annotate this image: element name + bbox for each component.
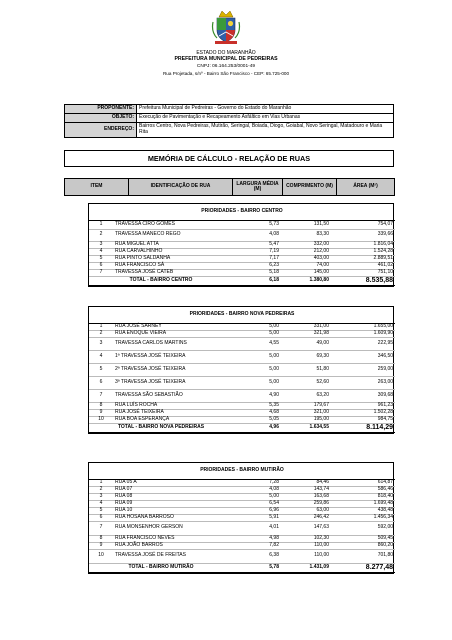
street-cell: 2ª TRAVESSA JOSÉ TEIXEIRA (113, 363, 233, 376)
table-row (89, 262, 395, 269)
area-cell: 1.655,00 (335, 323, 395, 330)
column-header-width: LARGURA MÉDIA (M) (233, 179, 283, 196)
area-cell: 984,75 (335, 416, 395, 423)
total-width: 5,78 (233, 563, 281, 572)
item-cell: 7 (89, 269, 113, 276)
item-cell: 9 (89, 542, 113, 549)
street-cell: RUA MIGUEL ATTA (113, 241, 233, 248)
area-cell: 592,00 (335, 521, 395, 535)
table-row (89, 535, 395, 542)
length-cell: 69,30 (281, 350, 335, 363)
length-cell: 195,00 (281, 416, 335, 423)
length-cell: 143,74 (281, 486, 335, 493)
section-title-row (89, 307, 395, 323)
length-cell: 332,00 (281, 241, 335, 248)
item-cell: 1 (89, 220, 113, 229)
total-width: 4,96 (233, 423, 281, 432)
document-title: MEMÓRIA DE CÁLCULO - RELAÇÃO DE RUAS (64, 150, 394, 167)
section-table (89, 463, 395, 573)
length-cell: 212,00 (281, 248, 335, 255)
area-cell: 339,66 (335, 229, 395, 241)
table-row (89, 514, 395, 521)
area-cell: 1.816,04 (335, 241, 395, 248)
table-row (89, 248, 395, 255)
total-area: 8.277,48 (335, 563, 395, 572)
section-title-row (89, 204, 395, 220)
item-cell: 10 (89, 416, 113, 423)
street-cell: TRAVESSA SÃO SEBASTIÃO (113, 389, 233, 402)
street-cell: RUA CARVALHINHO (113, 248, 233, 255)
total-label: TOTAL - BAIRRO MUTIRÃO (89, 563, 233, 572)
width-cell: 4,68 (233, 409, 281, 416)
street-cell: RUA 07 (113, 486, 233, 493)
length-cell: 63,20 (281, 389, 335, 402)
width-cell: 5,00 (233, 363, 281, 376)
total-length: 1.634,55 (281, 423, 335, 432)
table-row (89, 255, 395, 262)
table-row (89, 389, 395, 402)
length-cell: 321,00 (281, 409, 335, 416)
width-cell: 4,08 (233, 229, 281, 241)
item-cell: 6 (89, 376, 113, 389)
total-area: 8.114,29 (335, 423, 395, 432)
street-cell: RUA LUÍS ROCHA (113, 402, 233, 409)
street-cell: RUA 10 (113, 507, 233, 514)
street-cell: RUA PINTO SALDANHA (113, 255, 233, 262)
area-cell: 222,95 (335, 337, 395, 350)
width-cell: 5,00 (233, 323, 281, 330)
table-row (89, 542, 395, 549)
length-cell: 110,00 (281, 542, 335, 549)
item-cell: 2 (89, 330, 113, 337)
column-header-street: IDENTIFICAÇÃO DE RUA (129, 179, 233, 196)
area-cell: 754,07 (335, 220, 395, 229)
width-cell: 7,17 (233, 255, 281, 262)
length-cell: 74,00 (281, 262, 335, 269)
width-cell: 5,00 (233, 330, 281, 337)
item-cell: 8 (89, 535, 113, 542)
length-cell: 49,00 (281, 337, 335, 350)
table-row (89, 507, 395, 514)
width-cell: 6,96 (233, 507, 281, 514)
item-cell: 4 (89, 350, 113, 363)
table-row (89, 486, 395, 493)
length-cell: 102,30 (281, 535, 335, 542)
objeto-value: Execução de Pavimentação e Recapeamento Asfáltico em Vias Urbanas (137, 114, 394, 123)
length-cell: 145,00 (281, 269, 335, 276)
proponente-value: Prefeitura Municipal de Pedreiras - Governo do Estado do Maranhão (137, 105, 394, 114)
state-name: ESTADO DO MARANHÃO (196, 50, 256, 56)
municipal-coat-of-arms-logo (211, 8, 241, 46)
table-row (89, 500, 395, 507)
street-cell: RUA 05 A (113, 479, 233, 486)
area-cell: 309,68 (335, 389, 395, 402)
street-cell: RUA JOSÉ SARNEY (113, 323, 233, 330)
section-title-row (89, 463, 395, 479)
width-cell: 5,00 (233, 376, 281, 389)
item-cell: 3 (89, 241, 113, 248)
table-row (89, 402, 395, 409)
endereco-label: ENDEREÇO: (65, 123, 137, 138)
length-cell: 84,46 (281, 479, 335, 486)
area-cell: 438,48 (335, 507, 395, 514)
width-cell: 5,35 (233, 402, 281, 409)
item-cell: 8 (89, 402, 113, 409)
cnpj-line: CNPJ: 06.164.253/0001-49 (196, 64, 256, 69)
column-header-area: ÁREA (M²) (337, 179, 395, 196)
street-cell: RUA HOSANA BARROSO (113, 514, 233, 521)
width-cell: 5,00 (233, 350, 281, 363)
area-cell: 259,00 (335, 363, 395, 376)
item-cell: 3 (89, 337, 113, 350)
item-cell: 6 (89, 514, 113, 521)
street-cell: RUA JOÃO BARROS (113, 542, 233, 549)
street-cell: RUA BOA ESPERANÇA (113, 416, 233, 423)
section-box (88, 203, 394, 287)
table-row (89, 337, 395, 350)
width-cell: 4,01 (233, 521, 281, 535)
width-cell: 5,73 (233, 220, 281, 229)
street-cell: RUA FRANCISCO SÁ (113, 262, 233, 269)
item-cell: 2 (89, 486, 113, 493)
width-cell: 5,00 (233, 493, 281, 500)
item-cell: 2 (89, 229, 113, 241)
area-cell: 1.502,28 (335, 409, 395, 416)
section-table (89, 204, 395, 286)
street-cell: TRAVESSA CARLOS MARTINS (113, 337, 233, 350)
area-cell: 701,80 (335, 549, 395, 563)
table-row (89, 229, 395, 241)
length-cell: 179,67 (281, 402, 335, 409)
length-cell: 52,60 (281, 376, 335, 389)
section-box (88, 306, 394, 434)
item-cell: 3 (89, 493, 113, 500)
area-cell: 751,10 (335, 269, 395, 276)
area-cell: 586,46 (335, 486, 395, 493)
length-cell: 403,00 (281, 255, 335, 262)
total-width: 6,18 (233, 276, 281, 285)
item-cell: 5 (89, 507, 113, 514)
table-row (89, 363, 395, 376)
column-header-item: ITEM (65, 179, 129, 196)
item-cell: 4 (89, 500, 113, 507)
table-row (89, 376, 395, 389)
street-cell: RUA FRANCISCO NEVES (113, 535, 233, 542)
width-cell: 5,05 (233, 416, 281, 423)
table-row (89, 241, 395, 248)
area-cell: 614,87 (335, 479, 395, 486)
area-cell: 509,45 (335, 535, 395, 542)
area-cell: 1.699,48 (335, 500, 395, 507)
width-cell: 7,28 (233, 479, 281, 486)
area-cell: 860,20 (335, 542, 395, 549)
width-cell: 4,98 (233, 535, 281, 542)
section-table (89, 307, 395, 433)
item-cell: 10 (89, 549, 113, 563)
objeto-label: OBJETO: (65, 114, 137, 123)
item-cell: 4 (89, 248, 113, 255)
width-cell: 4,55 (233, 337, 281, 350)
table-row (89, 220, 395, 229)
area-cell: 1.524,28 (335, 248, 395, 255)
street-cell: TRAVESSA CIRO GOMES (113, 220, 233, 229)
area-cell: 818,40 (335, 493, 395, 500)
section-title: PRIORIDADES - BAIRRO CENTRO (89, 204, 395, 220)
length-cell: 63,00 (281, 507, 335, 514)
item-cell: 5 (89, 363, 113, 376)
street-cell: RUA ENOQUE VIEIRA (113, 330, 233, 337)
section-total-row (89, 423, 395, 432)
proponente-label: PROPONENTE: (65, 105, 137, 114)
column-header-length: COMPRIMENTO (M) (283, 179, 337, 196)
table-row (89, 521, 395, 535)
total-label: TOTAL - BAIRRO CENTRO (89, 276, 233, 285)
item-cell: 1 (89, 323, 113, 330)
table-row (89, 549, 395, 563)
section-title: PRIORIDADES - BAIRRO MUTIRÃO (89, 463, 395, 479)
length-cell: 321,98 (281, 330, 335, 337)
street-cell: 1ª TRAVESSA JOSÉ TEIXEIRA (113, 350, 233, 363)
area-cell: 346,50 (335, 350, 395, 363)
length-cell: 110,00 (281, 549, 335, 563)
item-cell: 7 (89, 389, 113, 402)
section-total-row (89, 276, 395, 285)
street-cell: RUA JOSÉ TEIXEIRA (113, 409, 233, 416)
street-cell: TRAVESSA JOSÉ CATEB (113, 269, 233, 276)
item-cell: 1 (89, 479, 113, 486)
table-row (89, 409, 395, 416)
address-line: Rua Projetada, s/nº - Bairro São Francisco - CEP: 65.725-000 (162, 71, 290, 76)
area-cell: 1.609,90 (335, 330, 395, 337)
length-cell: 246,42 (281, 514, 335, 521)
width-cell: 7,19 (233, 248, 281, 255)
table-row (89, 323, 395, 330)
total-length: 1.380,80 (281, 276, 335, 285)
table-row (89, 493, 395, 500)
section-box (88, 462, 394, 574)
section-title: PRIORIDADES - BAIRRO NOVA PEDREIRAS (89, 307, 395, 323)
project-info-table (64, 104, 394, 138)
length-cell: 163,68 (281, 493, 335, 500)
table-row (89, 416, 395, 423)
item-cell: 7 (89, 521, 113, 535)
section-total-row (89, 563, 395, 572)
street-cell: RUA 09 (113, 500, 233, 507)
endereco-value: Bairros Centro, Nova Pedreiras, Mutirão, Seringal, Boiada, Diogo, Goiabal, Novo Seringal, Matadouro e Maria Rita (137, 123, 394, 138)
table-row (89, 269, 395, 276)
street-cell: 3ª TRAVESSA JOSÉ TEIXEIRA (113, 376, 233, 389)
street-cell: TRAVESSA MANECO REGO (113, 229, 233, 241)
length-cell: 147,63 (281, 521, 335, 535)
width-cell: 7,82 (233, 542, 281, 549)
width-cell: 6,38 (233, 549, 281, 563)
street-cell: TRAVESSA JOSÉ DE FREITAS (113, 549, 233, 563)
length-cell: 259,86 (281, 500, 335, 507)
area-cell: 461,02 (335, 262, 395, 269)
total-label: TOTAL - BAIRRO NOVA PEDREIRAS (89, 423, 233, 432)
length-cell: 331,00 (281, 323, 335, 330)
length-cell: 131,50 (281, 220, 335, 229)
width-cell: 5,91 (233, 514, 281, 521)
area-cell: 263,00 (335, 376, 395, 389)
total-area: 8.535,88 (335, 276, 395, 285)
width-cell: 6,23 (233, 262, 281, 269)
table-row (89, 330, 395, 337)
table-row (89, 479, 395, 486)
item-cell: 6 (89, 262, 113, 269)
area-cell: 961,23 (335, 402, 395, 409)
item-cell: 5 (89, 255, 113, 262)
width-cell: 5,47 (233, 241, 281, 248)
length-cell: 51,80 (281, 363, 335, 376)
width-cell: 5,18 (233, 269, 281, 276)
total-length: 1.431,09 (281, 563, 335, 572)
column-header-table (64, 178, 395, 196)
table-row (89, 350, 395, 363)
area-cell: 2.889,51 (335, 255, 395, 262)
street-cell: RUA MONSENHOR GERSON (113, 521, 233, 535)
length-cell: 83,30 (281, 229, 335, 241)
width-cell: 4,08 (233, 486, 281, 493)
width-cell: 4,90 (233, 389, 281, 402)
item-cell: 9 (89, 409, 113, 416)
area-cell: 1.456,34 (335, 514, 395, 521)
municipality-name: PREFEITURA MUNICIPAL DE PEDREIRAS (174, 56, 278, 62)
width-cell: 6,54 (233, 500, 281, 507)
street-cell: RUA 08 (113, 493, 233, 500)
